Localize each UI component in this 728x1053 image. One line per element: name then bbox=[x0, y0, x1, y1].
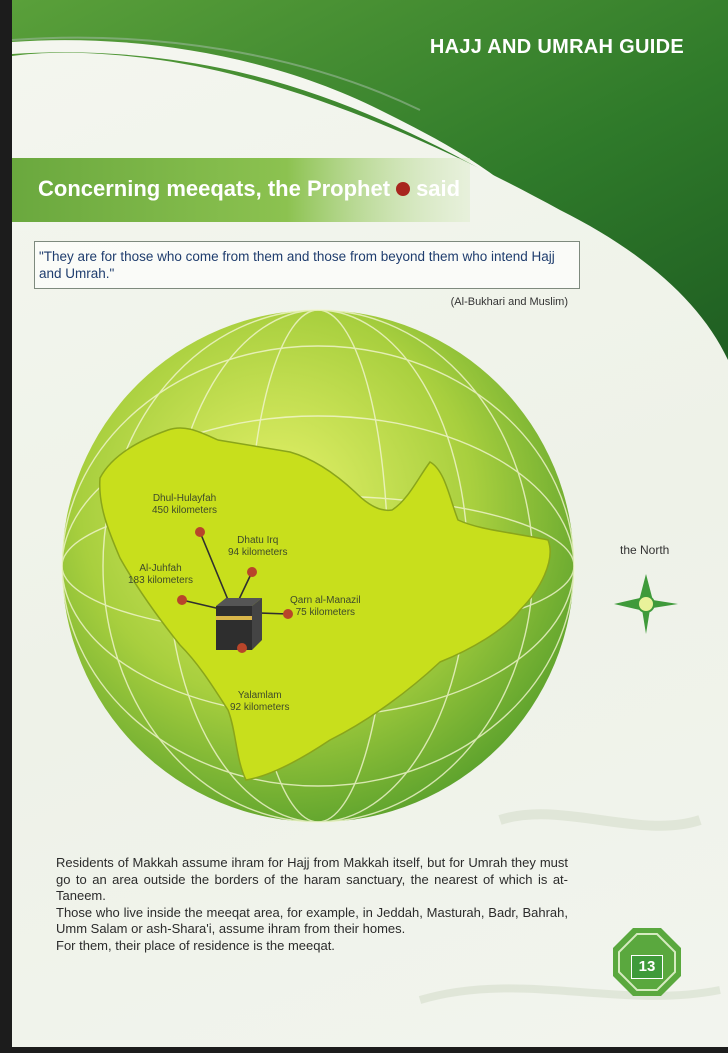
north-label: the North bbox=[620, 543, 670, 557]
banner-text-end: said bbox=[416, 176, 461, 201]
meeqat-name: Yalamlam bbox=[237, 690, 282, 701]
banner-text: Concerning meeqats, the Prophet bbox=[38, 176, 391, 201]
section-banner bbox=[38, 176, 460, 202]
meeqat-label-yalamlam bbox=[230, 690, 289, 714]
meeqat-label-al-juhfah bbox=[128, 563, 193, 587]
meeqat-name: Dhul-Hulayfah bbox=[152, 493, 217, 504]
body-text bbox=[56, 855, 568, 954]
meeqat-distance: 94 kilometers bbox=[228, 547, 288, 558]
meeqat-distance: 92 kilometers bbox=[230, 702, 290, 713]
page-number: 13 bbox=[631, 955, 663, 979]
paragraph: Those who live inside the meeqat area, for example, in Jeddah, Masturah, Badr, Bahrah, Umm Salam or ash-Shara'i, assume ihram from their homes. bbox=[56, 904, 568, 936]
meeqat-label-dhul-hulayfah bbox=[152, 493, 217, 517]
compass-icon bbox=[614, 574, 678, 634]
honorific-icon bbox=[396, 182, 410, 196]
meeqat-distance: 75 kilometers bbox=[295, 607, 356, 618]
meeqat-label-qarn-al-manazil bbox=[290, 595, 361, 619]
hadith-quote: "They are for those who come from them and those from beyond them who intend Hajj and Umrah." bbox=[34, 241, 580, 289]
paragraph: For them, their place of residence is the meeqat. bbox=[56, 937, 335, 953]
paragraph: Residents of Makkah assume ihram for Hajj from Makkah itself, but for Umrah they must go to an area outside the borders of the haram sanctuary, the nearest of which is at-Taneem. bbox=[56, 855, 568, 903]
meeqat-name: Dhatu Irq bbox=[237, 535, 279, 546]
meeqat-distance: 450 kilometers bbox=[152, 505, 218, 516]
meeqat-name: Al-Juhfah bbox=[139, 563, 182, 574]
meeqat-label-dhatu-irq bbox=[228, 535, 287, 559]
meeqat-name: Qarn al-Manazil bbox=[290, 595, 361, 606]
header-title: HAJJ AND UMRAH GUIDE bbox=[429, 36, 684, 58]
meeqat-distance: 183 kilometers bbox=[128, 575, 194, 586]
quote-citation: (Al-Bukhari and Muslim) bbox=[450, 296, 568, 308]
kaaba-icon bbox=[216, 598, 262, 650]
